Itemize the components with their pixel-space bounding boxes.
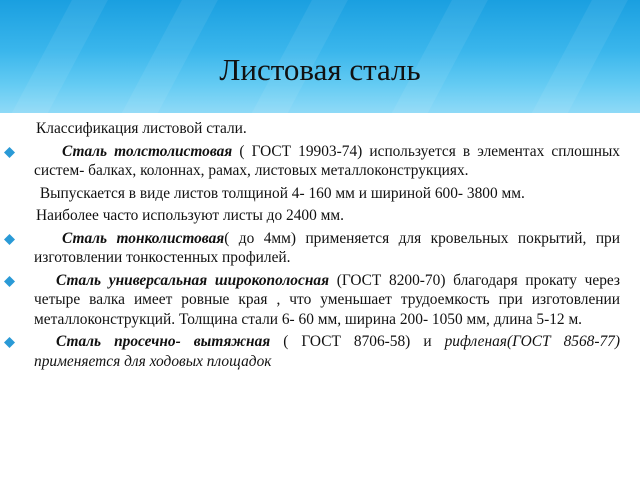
item-text: ( ГОСТ 8706-58) и [270,333,445,350]
diamond-bullet-icon [4,234,15,245]
list-item [22,332,620,371]
diamond-bullet-icon [4,276,15,287]
term-thick-steel: Сталь толстолистовая [62,142,233,160]
list-item [22,229,620,268]
list-item [22,271,620,330]
term-universal-steel: Сталь универсальная широкополосная [56,271,330,289]
title-banner [0,0,640,113]
item-text: ( ГОСТ 19903-74) используется в элементах сплошных систем- балках, колоннах, рамах, листовых металлоконструкциях. [34,142,621,179]
diamond-bullet-icon [4,337,15,348]
slide-title: Листовая сталь [219,52,421,87]
intro-text: Классификация листовой стали. [36,120,247,137]
term-expanded-steel: Сталь просечно- вытяжная [56,333,271,350]
diamond-bullet-icon [4,147,15,158]
item-text: ( до 4мм) применяется для кровельных покрытий, при изготовлении тонкостенных профилей. [34,229,620,266]
slide-body [22,119,620,374]
note-text: Выпускается в виде листов толщиной 4- 160 мм и шириной 600- 3800 мм. [36,184,525,202]
list-note [22,206,620,226]
list-note [22,184,620,204]
term-ribbed-steel: рифленая(ГОСТ 8568-77) применяется для ходовых площадок [34,333,620,370]
item-text: (ГОСТ 8200-70) благодаря прокату через четыре валка имеет ровные края , что уменьшает трудоемкость при изготовлении металлоконструкций. Толщина стали 6- 60 мм, ширина 200- 1050 мм, длина 5-12 м. [34,271,620,328]
list-item [22,142,620,181]
note-text: Наиболее часто используют листы до 2400 мм. [36,207,344,224]
term-thin-steel: Сталь тонколистовая [62,229,225,247]
